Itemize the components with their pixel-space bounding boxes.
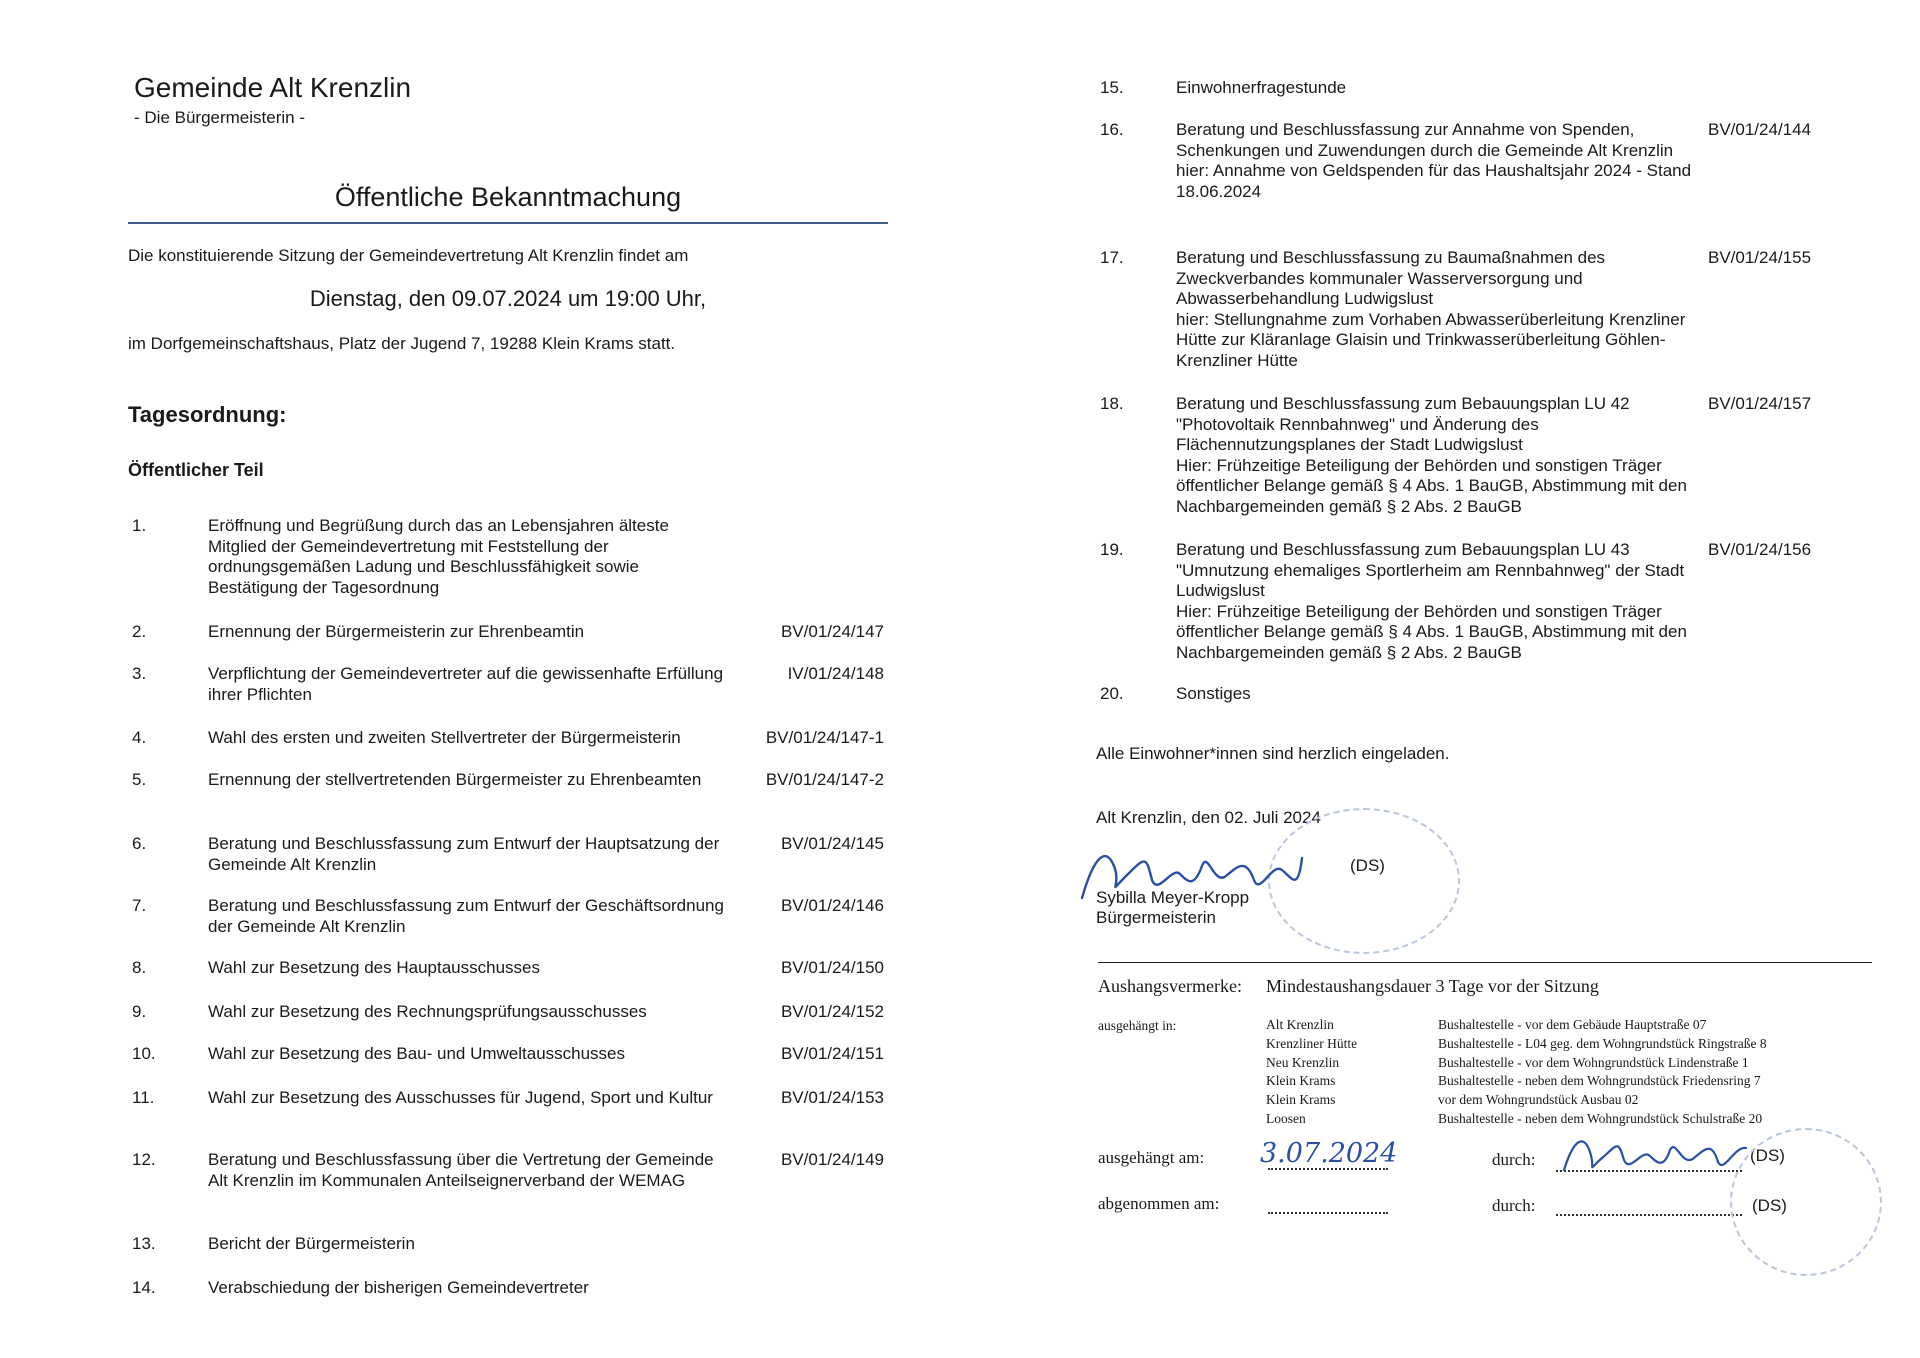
posting-location: Bushaltestelle - vor dem Wohngrundstück Lindenstraße 1 xyxy=(1438,1054,1749,1070)
seal-mark-2: (DS) xyxy=(1752,1196,1787,1215)
agenda-item-text xyxy=(208,664,728,705)
agenda-item-text-line: Beratung und Beschlussfassung zum Entwurf der Hauptsatzung der Gemeinde Alt Krenzlin xyxy=(208,834,720,874)
agenda-item-number: 5. xyxy=(132,770,147,789)
agenda-item-text-line: Beratung und Beschlussfassung zum Entwurf der Geschäftsordnung der Gemeinde Alt Krenzlin xyxy=(208,896,724,936)
page-title: Öffentliche Bekanntmachung xyxy=(334,182,682,212)
agenda-item-text-line: Beratung und Beschlussfassung zur Annahme von Spenden, Schenkungen und Zuwendungen durch die Gemeinde Alt Krenzlin xyxy=(1176,120,1674,160)
agenda-item-text-line: Wahl des ersten und zweiten Stellvertreter der Bürgermeisterin xyxy=(208,728,681,747)
meeting-location: im Dorfgemeinschaftshaus, Platz der Jugend 7, 19288 Klein Krams statt. xyxy=(128,334,676,353)
posting-location: Bushaltestelle - vor dem Gebäude Hauptstraße 07 xyxy=(1438,1017,1707,1032)
agenda-item-code: BV/01/24/157 xyxy=(1708,394,1812,413)
meeting-date: Dienstag, den 09.07.2024 um 19:00 Uhr, xyxy=(309,286,707,311)
agenda-item-number: 18. xyxy=(1100,394,1124,413)
agenda-item-text xyxy=(1176,394,1696,517)
posting-place: Loosen xyxy=(1266,1110,1306,1126)
agenda-item-code: BV/01/24/153 xyxy=(780,1088,884,1107)
agenda-item-text-line: Ernennung der Bürgermeisterin zur Ehrenbeamtin xyxy=(208,622,585,641)
agenda-item-number: 2. xyxy=(132,622,147,641)
agenda-item-number: 13. xyxy=(132,1234,156,1253)
agenda-item-code: BV/01/24/147-1 xyxy=(765,728,884,747)
org-subtitle: - Die Bürgermeisterin - xyxy=(134,108,305,127)
agenda-item-text-line: Eröffnung und Begrüßung durch das an Lebensjahren älteste Mitglied der Gemeindevertretung mit Feststellung der ordnungsgemäßen Ladung und Beschlussfähigkeit sowie Bestätigung der Tagesordnung xyxy=(208,516,669,597)
agenda-item-code: BV/01/24/152 xyxy=(780,1002,884,1021)
agenda-item-text-line: Bericht der Bürgermeisterin xyxy=(208,1234,415,1253)
posting-location: Bushaltestelle - neben dem Wohngrundstück Friedensring 7 xyxy=(1438,1073,1761,1089)
agenda-item-text xyxy=(208,1234,728,1255)
agenda-item-text xyxy=(208,1150,728,1191)
org-name: Gemeinde Alt Krenzlin xyxy=(134,72,412,103)
agenda-item-text-line: Wahl zur Besetzung des Hauptausschusses xyxy=(208,958,540,977)
agenda-item-code: BV/01/24/156 xyxy=(1708,540,1812,559)
agenda-item-text-line: hier: Stellungnahme zum Vorhaben Abwasserüberleitung Krenzliner Hütte zur Kläranlage Glaisin und Trinkwasserüberleitung Göhlen-Krenzliner Hütte xyxy=(1176,309,1686,370)
agenda-item-text xyxy=(208,516,728,598)
posting-place: Krenzliner Hütte xyxy=(1266,1035,1358,1051)
signer-name: Sybilla Meyer-Kropp xyxy=(1096,888,1250,907)
invitation-text: Alle Einwohner*innen sind herzlich eingeladen. xyxy=(1096,744,1450,763)
title-divider xyxy=(128,222,888,224)
notice-label: Aushangsvermerke: xyxy=(1098,976,1242,996)
agenda-item-text-line: Beratung und Beschlussfassung zum Bebauungsplan LU 42 "Photovoltaik Rennbahnweg" und Änderung des Flächennutzungsplanes der Stadt Ludwigslust xyxy=(1176,394,1630,454)
agenda-item-number: 15. xyxy=(1100,78,1124,97)
agenda-item-text-line: Wahl zur Besetzung des Bau- und Umweltausschusses xyxy=(208,1044,626,1063)
agenda-item-text xyxy=(208,770,728,791)
agenda-item-text-line: Wahl zur Besetzung des Rechnungsprüfungsausschusses xyxy=(208,1002,647,1021)
agenda-item-code: BV/01/24/155 xyxy=(1708,248,1812,267)
intro-text: Die konstituierende Sitzung der Gemeindevertretung Alt Krenzlin findet am xyxy=(128,246,689,265)
posting-location: Bushaltestelle - neben dem Wohngrundstück Schulstraße 20 xyxy=(1438,1110,1763,1126)
agenda-item-text-line: Einwohnerfragestunde xyxy=(1176,78,1347,97)
agenda-item-code: BV/01/24/146 xyxy=(780,896,884,915)
agenda-item-text xyxy=(208,958,728,979)
posted-on-label: ausgehängt am: xyxy=(1098,1148,1205,1167)
agenda-item-code: BV/01/24/150 xyxy=(780,958,884,977)
agenda-item-code: BV/01/24/147-2 xyxy=(765,770,884,789)
agenda-item-number: 12. xyxy=(132,1150,156,1169)
agenda-item-code: BV/01/24/151 xyxy=(780,1044,884,1063)
posting-location: Bushaltestelle - L04 geg. dem Wohngrundstück Ringstraße 8 xyxy=(1438,1035,1767,1051)
agenda-item-text xyxy=(208,1044,728,1065)
agenda-item-code: BV/01/24/149 xyxy=(780,1150,884,1169)
signer-title: Bürgermeisterin xyxy=(1096,908,1216,927)
by-label-2: durch: xyxy=(1492,1196,1536,1215)
agenda-item-text-line: Ernennung der stellvertretenden Bürgermeister zu Ehrenbeamten xyxy=(208,770,702,789)
agenda-item-text-line: hier: Annahme von Geldspenden für das Haushaltsjahr 2024 - Stand 18.06.2024 xyxy=(1176,161,1692,201)
by-dots-2 xyxy=(1556,1214,1742,1216)
signer-block xyxy=(1096,888,1249,928)
posting-place: Alt Krenzlin xyxy=(1266,1017,1334,1032)
posting-place: Klein Krams xyxy=(1266,1073,1336,1089)
agenda-item-number: 11. xyxy=(132,1088,155,1107)
page-right xyxy=(960,0,1920,1358)
removed-on-label: abgenommen am: xyxy=(1098,1194,1220,1213)
agenda-item-text xyxy=(208,1278,728,1299)
notice-divider xyxy=(1098,962,1872,963)
seal-mark-1: (DS) xyxy=(1750,1146,1785,1165)
seal-mark: (DS) xyxy=(1350,856,1385,875)
agenda-item-number: 3. xyxy=(132,664,147,683)
agenda-item-text-line: Wahl zur Besetzung des Ausschusses für Jugend, Sport und Kultur xyxy=(208,1088,713,1107)
agenda-item-text xyxy=(208,834,728,875)
agenda-item-text-line: Hier: Frühzeitige Beteiligung der Behörden und sonstigen Träger öffentlicher Belange gemäß § 4 Abs. 1 BauGB, Abstimmung mit den Nachbargemeinden gemäß § 2 Abs. 2 BauGB xyxy=(1176,601,1687,662)
agenda-item-number: 14. xyxy=(132,1278,156,1297)
agenda-heading: Tagesordnung: xyxy=(128,402,287,427)
agenda-item-text xyxy=(208,1002,728,1023)
agenda-item-text-line: Sonstiges xyxy=(1176,684,1251,703)
agenda-item-number: 19. xyxy=(1100,540,1124,559)
agenda-item-number: 10. xyxy=(132,1044,156,1063)
agenda-item-text xyxy=(208,728,728,749)
agenda-item-number: 9. xyxy=(132,1002,147,1021)
agenda-item-code: BV/01/24/144 xyxy=(1708,120,1812,139)
agenda-item-text-line: Verabschiedung der bisherigen Gemeindevertreter xyxy=(208,1278,589,1297)
poster-signature xyxy=(1560,1128,1750,1178)
agenda-item-text xyxy=(1176,120,1696,202)
agenda-item-text xyxy=(1176,684,1696,705)
agenda-item-code: BV/01/24/147 xyxy=(780,622,884,641)
agenda-item-number: 17. xyxy=(1100,248,1124,267)
posting-place: Neu Krenzlin xyxy=(1266,1054,1340,1070)
removed-on-dots xyxy=(1268,1212,1388,1214)
agenda-item-number: 1. xyxy=(132,516,147,535)
place-date: Alt Krenzlin, den 02. Juli 2024 xyxy=(1096,808,1321,827)
agenda-item-number: 7. xyxy=(132,896,147,915)
agenda-item-number: 8. xyxy=(132,958,147,977)
agenda-item-number: 4. xyxy=(132,728,147,747)
agenda-item-text xyxy=(1176,78,1696,99)
posted-in-label: ausgehängt in: xyxy=(1098,1018,1177,1033)
agenda-item-code: BV/01/24/145 xyxy=(780,834,884,853)
agenda-item-text-line: Beratung und Beschlussfassung zu Baumaßnahmen des Zweckverbandes kommunaler Wasserversorgung und Abwasserbehandlung Ludwigslust xyxy=(1176,248,1606,308)
agenda-item-number: 6. xyxy=(132,834,147,853)
agenda-item-code: IV/01/24/148 xyxy=(787,664,884,683)
public-part-heading: Öffentlicher Teil xyxy=(128,460,264,480)
agenda-item-text xyxy=(1176,540,1696,663)
agenda-item-number: 20. xyxy=(1100,684,1124,703)
agenda-item-text-line: Verpflichtung der Gemeindevertreter auf die gewissenhafte Erfüllung ihrer Pflichten xyxy=(208,664,724,704)
agenda-item-text-line: Beratung und Beschlussfassung zum Bebauungsplan LU 43 "Umnutzung ehemaliges Sportlerheim am Rennbahnweg" der Stadt Ludwigslust xyxy=(1176,540,1685,600)
agenda-item-text xyxy=(208,896,728,937)
posting-place: Klein Krams xyxy=(1266,1092,1336,1108)
agenda-item-text xyxy=(1176,248,1696,371)
posting-location: vor dem Wohngrundstück Ausbau 02 xyxy=(1438,1092,1639,1108)
agenda-item-text xyxy=(208,1088,728,1109)
agenda-item-number: 16. xyxy=(1100,120,1124,139)
official-seal-2 xyxy=(1730,1128,1882,1276)
min-duration: Mindestaushangsdauer 3 Tage vor der Sitzung xyxy=(1266,976,1599,996)
agenda-item-text xyxy=(208,622,728,643)
by-label: durch: xyxy=(1492,1150,1536,1169)
agenda-item-text-line: Hier: Frühzeitige Beteiligung der Behörden und sonstigen Träger öffentlicher Belange gemäß § 4 Abs. 1 BauGB, Abstimmung mit den Nachbargemeinden gemäß § 2 Abs. 2 BauGB xyxy=(1176,455,1687,516)
agenda-item-text-line: Beratung und Beschlussfassung über die Vertretung der Gemeinde Alt Krenzlin im Kommunalen Anteilseignerverband der WEMAG xyxy=(208,1150,714,1190)
posted-on-date: 3.07.2024 xyxy=(1260,1138,1398,1169)
